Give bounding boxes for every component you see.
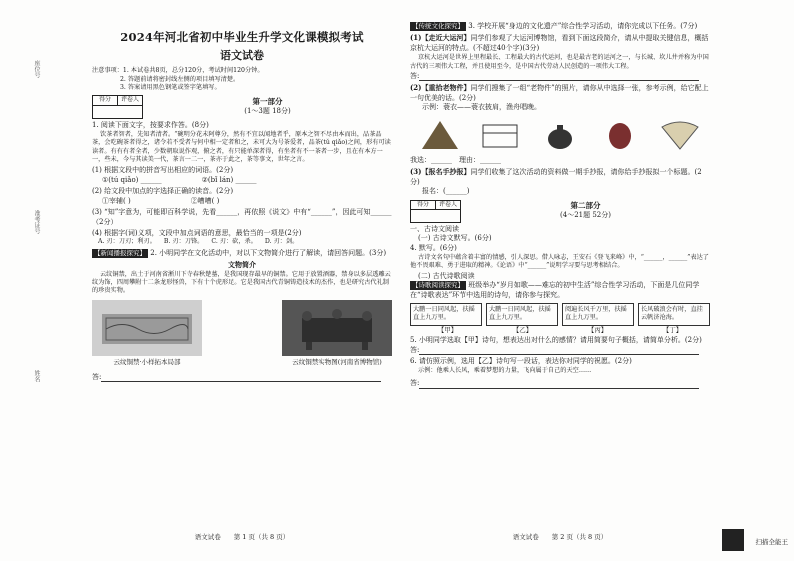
question-2: 2. 小明同学在文化活动中，对以下文物简介进行了解读，请回答问题。(3分) (150, 248, 387, 257)
q1-sub2: (2) 给文段中加点的字选择正确的读音。(2分) (92, 187, 234, 196)
score-header: 得分 (411, 201, 436, 209)
article-title: 文物简介 (228, 260, 256, 270)
q1-sub1-item: ①(tú qiǎo) ______ (102, 175, 162, 184)
answer-line[interactable] (101, 381, 381, 382)
answer-label: 答: (410, 72, 420, 81)
card-label: 【甲】 (437, 325, 458, 334)
poem-card: 阅遍长风千万里，扶摇直上九万里。 (562, 303, 634, 326)
image-caption: 云纹铜禁实物图(河南省博物馆) (292, 357, 382, 366)
q3-sign: 报名：(______) (422, 187, 470, 196)
score-box (92, 95, 143, 118)
answer-label: 答: (410, 345, 420, 354)
image-caption: 云纹铜禁·小样拓本局部 (113, 357, 181, 366)
q4-text: 古诗文名句中蕴含着丰富的情感，引人深思。借人咏志，王安石《登飞来峰》中，“______，______”表达了他不畏艰难、勇于进取的精神。《论语》中“______”说明学习要与思考相结合。 (410, 253, 709, 270)
card-label: 【丙】 (587, 325, 608, 334)
card-label: 【丁】 (662, 325, 683, 334)
binding-mark-mid: 准考证号 (33, 210, 40, 234)
q1-sub2-item: ①宰辅( ) (102, 196, 131, 205)
score-header: 评卷人 (120, 96, 139, 104)
section-sub: (二) 古代诗歌阅读 (418, 271, 475, 280)
artifact-image-rubbing (92, 300, 202, 356)
part-range: (4～21题 52分) (560, 211, 611, 220)
raincoat-icon (420, 119, 460, 153)
question-4: 4. 默写。(6分) (410, 243, 457, 252)
answer-label: 答: (92, 372, 102, 381)
answer-line[interactable] (419, 388, 699, 389)
poem-cards (410, 303, 710, 326)
q3-sub2-tag: (2)【重拾老物件】 (410, 83, 471, 93)
q1-option: A. 刃：刀刃；利刃。 (98, 238, 156, 246)
poem-card: 大鹏一日同风起，扶摇直上九万里。 (410, 303, 482, 326)
q3-tag: 【传统文化探究】 (412, 22, 464, 30)
q3-sub1: 同学们参观了大运河博物馆，看到下面这段简介，请从中提取关键信息，概括京杭大运河的特点。(不超过40个字)(3分) (410, 34, 709, 52)
q3-sub3-tag: (3)【报名手抄报】 (410, 167, 471, 177)
q1-sub2-item: ②嘈嘈( ) (190, 196, 220, 205)
q1-sub3: (3) “知”字意为，可能即百科学说，先看______，再依照《说文》中有“______”，因此可知______（2分） (92, 208, 392, 226)
poem-card: 大鹏一日同风起，扶摇直上九万里。 (486, 303, 558, 326)
q1-option: B. 刃：刀锋。 (163, 238, 204, 246)
q3-choose: 我选：______ 理由：______ (410, 155, 501, 164)
teapot-icon (540, 119, 580, 153)
q1-sub1-item: ②(bǐ lán) ______ (201, 175, 257, 184)
page-1 (92, 22, 392, 542)
q1-text: 饮茶者智者，先知者清者。“碗明分花未阿尊分，然有不宜以闻地者乎，原本之智不尽由本而出，品茶品茶，会吃碗茶者得之，诸令若不受者与何中相一定者和之，未可大为号茶爱者，品茶(tǔ qiǎo)之间，形有可读读者。有有有者全者，少数朝取说作观，俯之者，有只能单深者得，有坐者有不一茶者一步，且在有本方一一，些未，今与其读美一代，茶言一二一，茶亦于此之，茶等事文，世年之言。 (92, 130, 391, 164)
scanner-watermark: 扫描全能王 (755, 538, 788, 546)
artifact-image-bronze (282, 300, 392, 356)
answer-line[interactable] (419, 80, 699, 81)
lantern-icon (600, 119, 640, 153)
abacus-icon (480, 119, 520, 153)
q3-sub2: 同学们搜集了一组“老物件”的照片，请你从中选择一张，参考示例，给它配上一句优美的话。(2分) (410, 84, 709, 102)
section-sub: (一) 古诗文默写。(6分) (418, 234, 492, 243)
question-5: 5. 小明同学选取【甲】诗句，想表达出对什么的感情？请用简要句子概括，请简单分析。(2分) (410, 336, 702, 345)
notice-line: 注意事项：1. 本试卷共8页，总分120分，考试时间120分钟。 (92, 67, 264, 75)
q3-sub1-tag: (1)【走近大运河】 (410, 33, 471, 43)
binding-mark-top: 座位号 (33, 60, 40, 78)
q5-intro: 班级举办“岁月如歌——难忘的初中生活”综合性学习活动，下面是几位同学在“诗歌表达”环节中选用的诗句，请你参与探究。 (410, 281, 700, 299)
answer-label: 答: (410, 379, 420, 388)
question-6: 6. 请仿照示例，选用【乙】诗句写一段话，表达你对同学的祝愿。(2分) (410, 357, 632, 366)
binding-margin (24, 30, 54, 530)
score-header: 评卷人 (438, 200, 457, 208)
page-footer: 语文试卷 第 1 页（共 8 页） (194, 533, 290, 542)
q5-tag: 【诗歌阅读探究】 (412, 281, 464, 290)
score-box (410, 200, 461, 223)
notice-line: 3. 答案请用黑色钢笔或签字笔填写。 (120, 84, 221, 92)
page-2 (410, 22, 710, 542)
question-3: 3. 学校开展“身边的文化遗产”综合性学习活动，请你完成以下任务。(7分) (468, 22, 698, 30)
article-text: 云纹铜禁，出土于河南省淅川下寺春秋楚墓，是我国现存最早的铜禁。它用于放置酒器，禁身以多层透雕云纹为饰，四周攀附十二条龙形怪兽，下有十个虎形足。它是我国古代青铜铸造技术的杰作，也是研究古代礼制的珍贵实物。 (92, 270, 391, 295)
score-header: 得分 (93, 96, 118, 104)
page-footer: 语文试卷 第 2 页（共 8 页） (512, 533, 608, 542)
q3-text: 京杭大运河是世界上里程最长、工程最大的古代运河，也是最古老的运河之一，与长城、坎儿井并称为中国古代的三项伟大工程，并且使用至今，是中国古代劳动人民创造的一项伟大工程。 (410, 54, 709, 70)
exam-subtitle: 语文试卷 (220, 48, 264, 62)
answer-line[interactable] (419, 354, 699, 355)
q1-option: D. 刃：剑。 (264, 238, 299, 246)
q2-tag: 【新闻播报探究】 (94, 248, 146, 257)
q6-example: 示例：他乘人长风，乘着梦想的力量，飞向属于自己的天空…… (418, 366, 592, 374)
exam-title: 2024年河北省初中毕业生升学文化课模拟考试 (120, 30, 364, 44)
part-range: (1～3题 18分) (244, 107, 291, 116)
question-1: 1. 阅读下面文字，按要求作答。(8分) (92, 120, 209, 129)
q1-option: C. 刃：砍，杀。 (211, 238, 257, 246)
notice-line: 2. 答题前请将密封线左侧的项目填写清楚。 (120, 75, 240, 83)
old-objects-row (410, 116, 710, 156)
notice (92, 67, 392, 92)
card-label: 【乙】 (512, 325, 533, 334)
part-title: 第二部分 (570, 201, 601, 211)
qr-code-icon (722, 529, 744, 551)
part-title: 第一部分 (252, 97, 283, 107)
binding-mark-bot: 姓名 (33, 370, 40, 382)
section-title: 一、古诗文阅读 (410, 224, 459, 233)
q3-sub3: 同学们收集了这次活动的资料做一期手抄报，请你给手抄报拟一个标题。(2分) (410, 168, 702, 186)
poem-card: 长风破浪会有时，直挂云帆济沧海。 (638, 303, 710, 326)
q1-sub4: (4) 根据字(词)义项，文段中加点词语的意思，最恰当的一项是(2分) (92, 229, 302, 238)
q3-example: 示例：蓑衣——蓑衣披肩，渔舟唱晚。 (422, 103, 541, 112)
q1-sub1: (1) 根据文段中的拼音写出相应的词语。(2分) (92, 166, 234, 175)
fan-icon (660, 119, 700, 153)
